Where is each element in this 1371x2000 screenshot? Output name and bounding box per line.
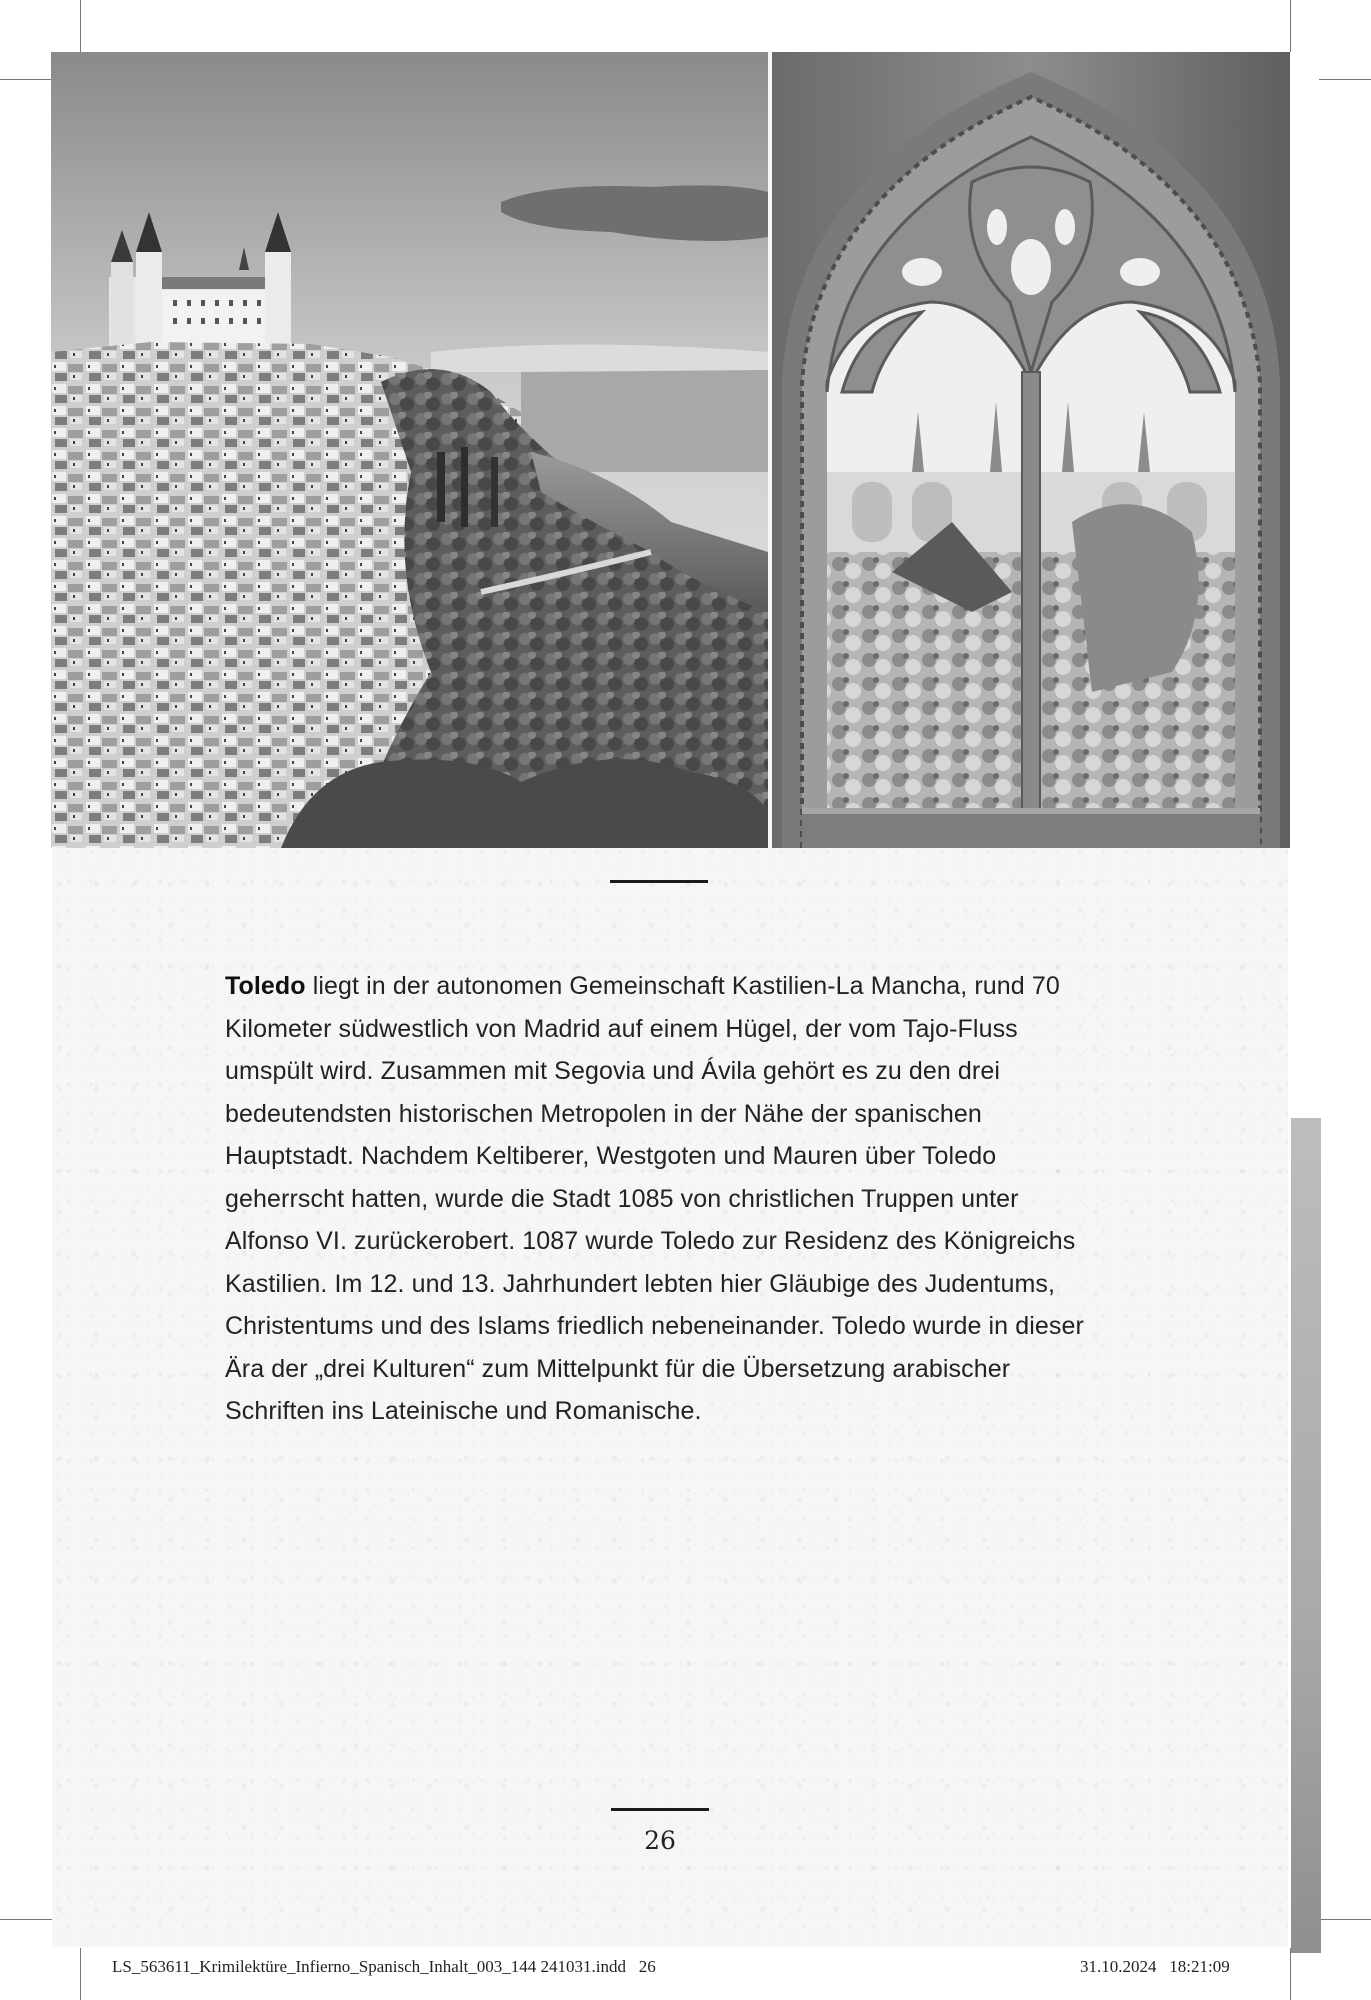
slug-filename: LS_563611_Krimilektüre_Infierno_Spanisch_Inhalt_003_144 241031.indd 26: [112, 1957, 656, 1976]
body-text: liegt in der autonomen Gemeinschaft Kastilien-La Mancha, rund 70 Kilometer südwestlich von Madrid auf einem Hügel, der vom Tajo-Fluss umspült wird. Zusammen mit Segovia und Ávila gehört es zu den drei bedeutendsten historischen Metropolen in der Nähe der spanischen Hauptstadt. Nachdem Keltiberer, Westgoten und Mauren über Toledo geherrscht hatten, wurde die Stadt 1085 von christlichen Truppen unter Alfonso VI. zurückerobert. 1087 wurde Toledo zur Residenz des Königreichs Kastilien. Im 12. und 13. Jahrhundert lebten hier Gläubige des Judentums, Christentums und des Islams friedlich nebeneinander. Toledo wurde in dieser Ära der „drei Kulturen“ zum Mittelpunkt für die Übersetzung arabischer Schriften ins Lateinische und Romanische.: [225, 972, 1084, 1425]
gothic-window-photo: [772, 52, 1290, 848]
crop-mark-top-right-v: [1290, 0, 1291, 52]
bleed-edge-strip: [1291, 1118, 1321, 1953]
folio-rule: [611, 1808, 709, 1811]
toledo-cityscape-photo: [51, 52, 768, 848]
page-number: 26: [644, 1826, 676, 1855]
body-lead-bold: Toledo: [225, 972, 306, 1000]
section-divider-rule: [610, 880, 708, 883]
crop-mark-top-right-h: [1319, 79, 1371, 80]
crop-mark-top-left-h: [0, 79, 52, 80]
body-paragraph: [225, 965, 1105, 1433]
crop-mark-bottom-left-h: [0, 1919, 52, 1920]
slug-timestamp: 31.10.2024 18:21:09: [1080, 1957, 1230, 1976]
crop-mark-bottom-right-h: [1319, 1919, 1371, 1920]
crop-mark-bottom-left-v: [80, 1948, 81, 2000]
crop-mark-bottom-right-v: [1290, 1948, 1291, 2000]
crop-mark-top-left-v: [80, 0, 81, 52]
